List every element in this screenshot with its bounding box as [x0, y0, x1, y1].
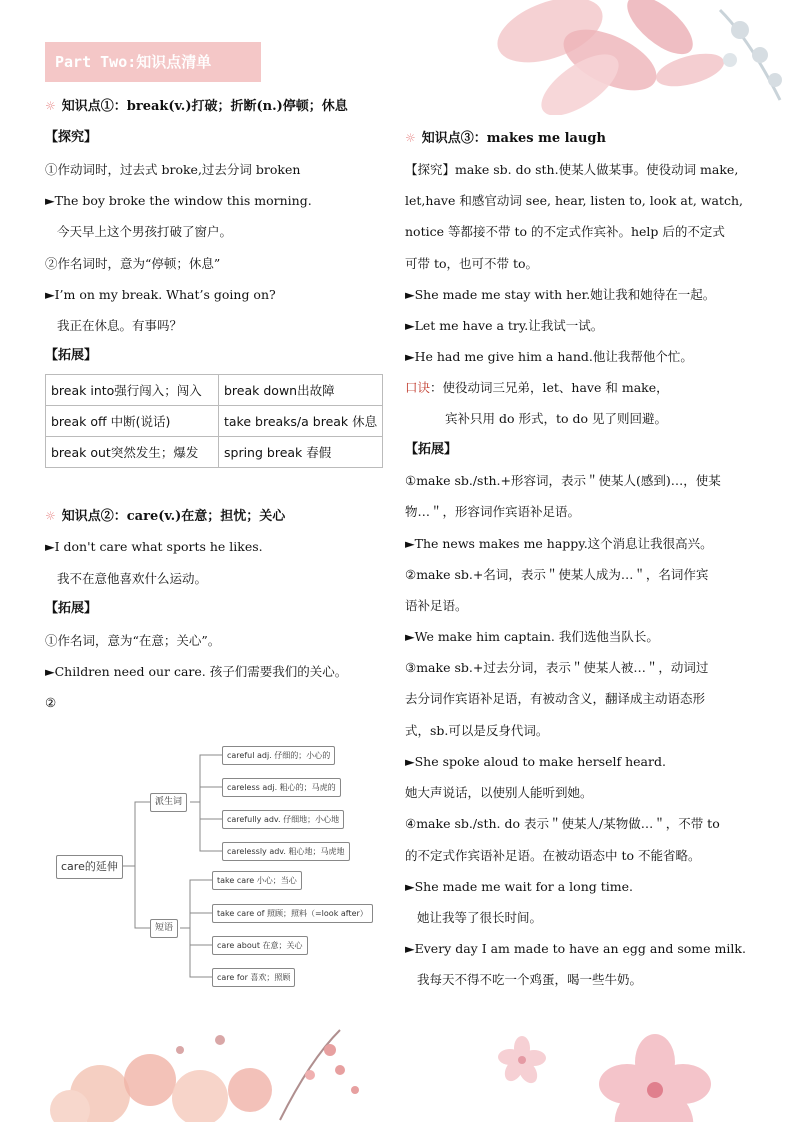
kp3-ext-line: ►Every day I am made to have an egg and some milk.	[405, 941, 746, 956]
kp2-line-5: ②	[45, 695, 57, 710]
sun-icon: ☼	[45, 509, 56, 523]
kp3-ext-line: ③make sb.+过去分词，表示＂使某人被…＂，动词过	[405, 660, 709, 675]
kp3-ext-line: 我每天不得不吃一个鸡蛋，喝一些牛奶。	[417, 972, 643, 987]
mnemonic-line-2: 宾补只用 do 形式，to do 见了则回避。	[445, 411, 667, 426]
kp3-title: 知识点③：makes me laugh	[421, 131, 606, 146]
table-cell: break down出故障	[219, 375, 383, 406]
mindmap-root: care的延伸	[56, 855, 123, 879]
kp3-ext-line: 她让我等了很长时间。	[417, 910, 543, 925]
kp1-extend-label: 【拓展】	[45, 348, 98, 363]
kp3-line-4: 可带 to，也可不带 to。	[405, 256, 539, 271]
mnemonic-line-1: ：使役动词三兄弟，let、have 和 make，	[430, 380, 669, 395]
mindmap-branch-phrases: 短语	[150, 919, 178, 938]
mindmap-phrase-item: care about 在意；关心	[212, 936, 308, 955]
kp3-extend-label: 【拓展】	[405, 442, 458, 457]
kp2-line-2: 我不在意他喜欢什么运动。	[57, 571, 208, 586]
sun-icon: ☼	[405, 131, 416, 145]
mindmap-phrase-item: take care of 照顾；照料（=look after）	[212, 904, 373, 923]
table-cell: break into强行闯入；闯入	[46, 375, 219, 406]
kp1-line-4: ②作名词时，意为“停顿；休息”	[45, 256, 221, 271]
mindmap-derived-item: carelessly adv. 粗心地；马虎地	[222, 842, 350, 861]
mindmap-phrase-item: care for 喜欢；照顾	[212, 968, 295, 987]
kp2-extend-label: 【拓展】	[45, 601, 98, 616]
mnemonic-label: 口诀	[405, 380, 431, 395]
kp1-title: 知识点①：break(v.)打破；折断(n.)停顿；休息	[61, 99, 348, 114]
table-cell: spring break 春假	[219, 437, 383, 468]
mindmap-derived-item: careless adj. 粗心的；马虎的	[222, 778, 341, 797]
kp3-ext-line: 去分词作宾语补足语，有被动含义，翻译成主动语态形	[405, 691, 706, 706]
mindmap-derived-item: carefully adv. 仔细地；小心地	[222, 810, 344, 829]
kp3-line-1: 【探究】make sb. do sth.使某人做某事。使役动词 make,	[405, 162, 739, 177]
table-cell: break off 中断(说话)	[46, 406, 219, 437]
kp3-line-7: ►He had me give him a hand.他让我帮他个忙。	[405, 349, 693, 364]
kp2-line-1: ►I don't care what sports he likes.	[45, 539, 263, 554]
kp3-line-3: notice 等都接不带 to 的不定式作宾补。help 后的不定式	[405, 224, 725, 239]
kp3-line-2: let,have 和感官动词 see, hear, listen to, look at, watch,	[405, 193, 743, 208]
kp3-ext-line: ②make sb.+名词，表示＂使某人成为…＂，名词作宾	[405, 567, 709, 582]
kp1-line-5: ►I’m on my break. What’s going on?	[45, 287, 276, 302]
kp3-ext-line: ►She made me wait for a long time.	[405, 879, 633, 894]
kp1-line-1: ①作动词时，过去式 broke,过去分词 broken	[45, 162, 301, 177]
kp3-mnemonic-row	[405, 380, 669, 396]
kp3-title-row	[405, 130, 606, 147]
mindmap-phrase-item: take care 小心；当心	[212, 871, 302, 890]
kp2-line-3: ①作名词，意为“在意；关心”。	[45, 633, 221, 648]
kp1-explore-label: 【探究】	[45, 130, 98, 145]
kp3-ext-line: ►We make him captain. 我们选他当队长。	[405, 629, 659, 644]
table-cell: break out突然发生；爆发	[46, 437, 219, 468]
kp3-ext-line: 语补足语。	[405, 598, 468, 613]
kp2-line-4: ►Children need our care. 孩子们需要我们的关心。	[45, 664, 348, 679]
kp3-ext-line: 的不定式作宾语补足语。在被动语态中 to 不能省略。	[405, 848, 701, 863]
mindmap-branch-derived: 派生词	[150, 793, 187, 812]
table-cell: take breaks/a break 休息	[219, 406, 383, 437]
kp1-line-3: 今天早上这个男孩打破了窗户。	[57, 224, 233, 239]
kp3-ext-line: ►The news makes me happy.这个消息让我很高兴。	[405, 536, 713, 551]
kp2-title: 知识点②：care(v.)在意；担忧；关心	[61, 509, 286, 524]
kp3-ext-line: 她大声说话，以使别人能听到她。	[405, 785, 593, 800]
kp1-line-6: 我正在休息。有事吗？	[57, 318, 183, 333]
sun-icon: ☼	[45, 99, 56, 113]
kp3-ext-line: 物…＂，形容词作宾语补足语。	[405, 504, 581, 519]
kp3-ext-line: ④make sb./sth. do 表示＂使某人/某物做…＂，不带 to	[405, 816, 720, 831]
kp3-ext-line: ►She spoke aloud to make herself heard.	[405, 754, 666, 769]
kp1-line-2: ►The boy broke the window this morning.	[45, 193, 312, 208]
kp3-ext-line: ①make sb./sth.+形容词，表示＂使某人(感到)…，使某	[405, 473, 721, 488]
part-two-banner: Part Two:知识点清单	[45, 42, 261, 82]
mindmap-derived-item: careful adj. 仔细的；小心的	[222, 746, 335, 765]
kp3-line-6: ►Let me have a try.让我试一试。	[405, 318, 604, 333]
kp3-line-5: ►She made me stay with her.她让我和她待在一起。	[405, 287, 716, 302]
kp3-ext-line: 式，sb.可以是反身代词。	[405, 723, 549, 738]
